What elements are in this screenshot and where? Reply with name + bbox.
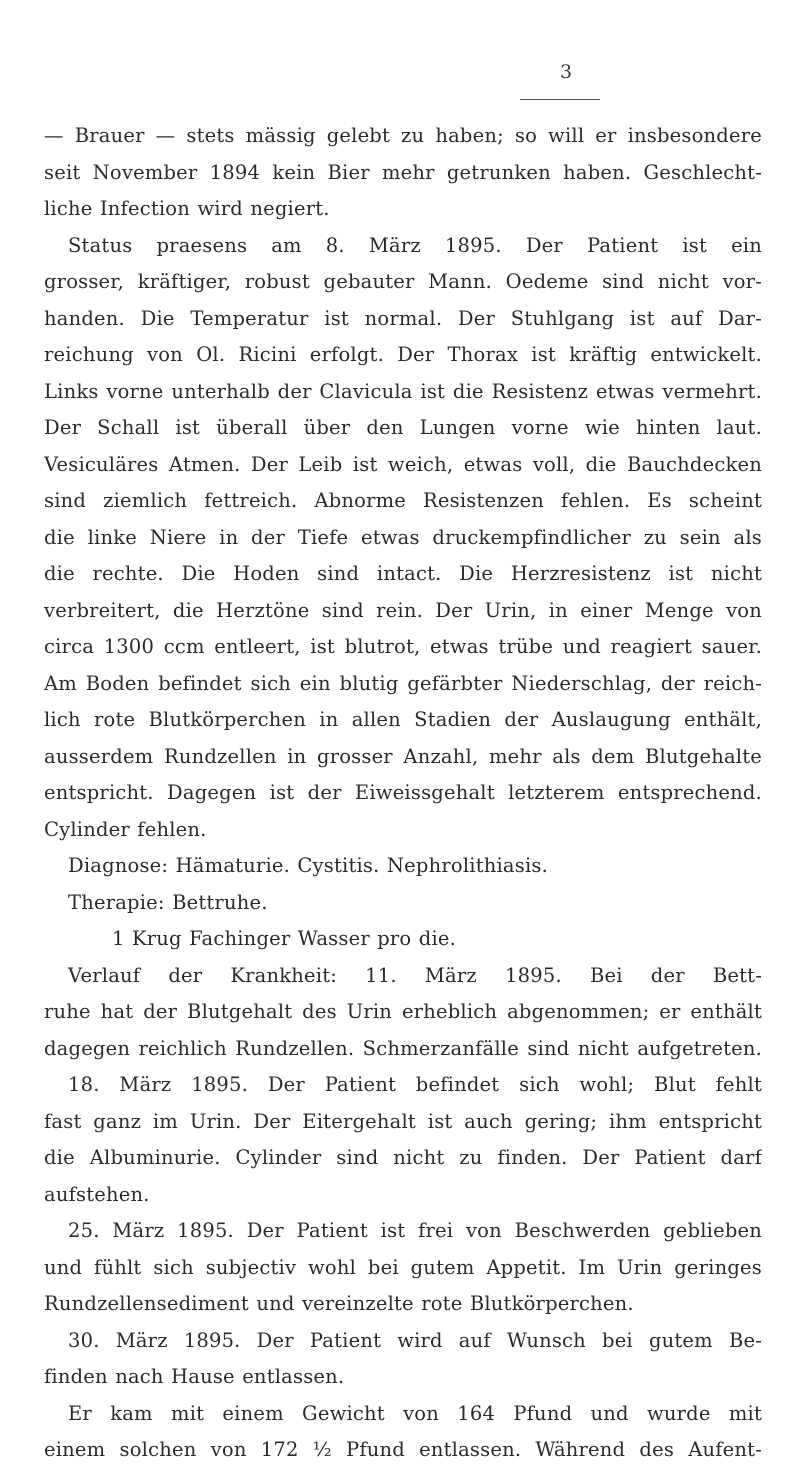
text-line: liche Infection wird negiert. bbox=[44, 197, 330, 220]
text-line: verbreitert, die Herztöne sind rein. Der Urin, in einer Menge von bbox=[44, 598, 762, 622]
text-line: grosser, kräftiger, robust gebauter Mann. Oedeme sind nicht vor- bbox=[44, 270, 762, 293]
text-line: Verlauf der Krankheit: 11. März 1895. Bei der Bett- bbox=[68, 963, 762, 987]
text-line: dagegen reichlich Rundzellen. Schmerzanfälle sind nicht aufgetreten. bbox=[44, 1036, 762, 1060]
text-line: lich rote Blutkörperchen in allen Stadien der Auslaugung enthält, bbox=[44, 708, 762, 731]
text-line: seit November 1894 kein Bier mehr getrunken haben. Geschlecht- bbox=[44, 160, 762, 184]
text-line: finden nach Hause entlassen. bbox=[44, 1365, 345, 1388]
text-line: Am Boden befindet sich ein blutig gefärbter Niederschlag, der reich- bbox=[44, 671, 762, 695]
text-line: Vesiculäres Atmen. Der Leib ist weich, etwas voll, die Bauchdecken bbox=[44, 452, 762, 476]
text-line: fast ganz im Urin. Der Eitergehalt ist auch gering; ihm entspricht bbox=[44, 1109, 762, 1133]
text-line: 25. März 1895. Der Patient ist frei von Beschwerden geblieben bbox=[68, 1219, 762, 1242]
text-line: Status praesens am 8. März 1895. Der Patient ist ein bbox=[68, 233, 762, 257]
body-text bbox=[44, 118, 762, 1469]
page-number-rule bbox=[520, 99, 600, 100]
text-line: die Albuminurie. Cylinder sind nicht zu finden. Der Patient darf bbox=[44, 1146, 762, 1169]
text-line: und fühlt sich subjectiv wohl bei gutem Appetit. Im Urin geringes bbox=[44, 1255, 762, 1279]
text-line: Der Schall ist überall über den Lungen vorne wie hinten laut. bbox=[44, 416, 762, 439]
page-number: 3 bbox=[560, 61, 573, 83]
text-line: die rechte. Die Hoden sind intact. Die Herzresistenz ist nicht bbox=[44, 562, 762, 585]
text-line: die linke Niere in der Tiefe etwas druckempfindlicher zu sein als bbox=[44, 525, 762, 549]
text-line: handen. Die Temperatur ist normal. Der Stuhlgang ist auf Dar- bbox=[44, 306, 762, 330]
text-line: Therapie: Bettruhe. bbox=[68, 890, 268, 914]
text-line: Links vorne unterhalb der Clavicula ist die Resistenz etwas vermehrt. bbox=[44, 379, 762, 403]
text-line: Rundzellensediment und vereinzelte rote Blutkörperchen. bbox=[44, 1292, 634, 1315]
text-line: aufstehen. bbox=[44, 1182, 150, 1206]
text-line: 18. März 1895. Der Patient befindet sich wohl; Blut fehlt bbox=[68, 1073, 762, 1096]
text-line: sind ziemlich fettreich. Abnorme Resistenzen fehlen. Es scheint bbox=[44, 489, 762, 512]
text-line: 1 Krug Fachinger Wasser pro die. bbox=[112, 927, 457, 950]
text-line: reichung von Ol. Ricini erfolgt. Der Thorax ist kräftig entwickelt. bbox=[44, 343, 762, 366]
text-line: ausserdem Rundzellen in grosser Anzahl, mehr als dem Blutgehalte bbox=[44, 744, 762, 768]
text-line: 30. März 1895. Der Patient wird auf Wunsch bei gutem Be- bbox=[68, 1328, 762, 1352]
text-line: Diagnose: Hämaturie. Cystitis. Nephrolithiasis. bbox=[68, 854, 549, 877]
text-line: einem solchen von 172 ½ Pfund entlassen. Während des Aufent- bbox=[44, 1438, 762, 1461]
text-line: Er kam mit einem Gewicht von 164 Pfund und wurde mit bbox=[68, 1401, 762, 1425]
text-line: entspricht. Dagegen ist der Eiweissgehalt letzterem entsprechend. bbox=[44, 781, 762, 804]
text-line: circa 1300 ccm entleert, ist blutrot, etwas trübe und reagiert sauer. bbox=[44, 635, 762, 658]
text-line: — Brauer — stets mässig gelebt zu haben; so will er insbesondere bbox=[44, 124, 762, 147]
text-line: Cylinder fehlen. bbox=[44, 817, 207, 841]
text-line: ruhe hat der Blutgehalt des Urin erheblich abgenommen; er enthält bbox=[44, 1000, 762, 1023]
